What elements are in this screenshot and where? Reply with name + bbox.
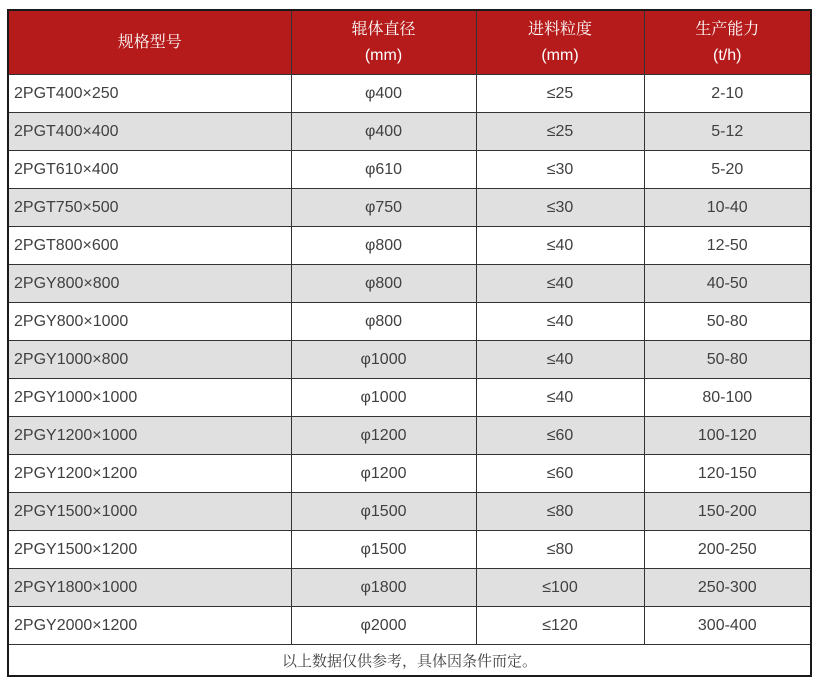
capacity-cell: 10-40 <box>644 189 811 227</box>
capacity-cell: 50-80 <box>644 341 811 379</box>
diameter-cell: φ2000 <box>291 607 476 645</box>
table-row <box>8 265 811 303</box>
capacity-cell: 80-100 <box>644 379 811 417</box>
model-cell: 2PGY1000×1000 <box>8 379 291 417</box>
model-cell: 2PGY800×800 <box>8 265 291 303</box>
table-header <box>8 10 811 75</box>
col-header-model <box>8 10 291 75</box>
capacity-cell: 12-50 <box>644 227 811 265</box>
capacity-cell: 120-150 <box>644 455 811 493</box>
table-row <box>8 531 811 569</box>
model-cell: 2PGY1500×1000 <box>8 493 291 531</box>
model-cell: 2PGY2000×1200 <box>8 607 291 645</box>
footer-row <box>8 645 811 677</box>
col-header-line: (t/h) <box>713 46 742 64</box>
feed-size-cell: ≤120 <box>476 607 644 645</box>
diameter-cell: φ750 <box>291 189 476 227</box>
table-row <box>8 493 811 531</box>
capacity-cell: 5-20 <box>644 151 811 189</box>
model-cell: 2PGT400×250 <box>8 75 291 113</box>
feed-size-cell: ≤40 <box>476 303 644 341</box>
table-row <box>8 379 811 417</box>
model-cell: 2PGY1200×1000 <box>8 417 291 455</box>
model-cell: 2PGY1800×1000 <box>8 569 291 607</box>
table-row <box>8 303 811 341</box>
col-header-line: 生产能力 <box>695 20 760 38</box>
model-cell: 2PGT400×400 <box>8 113 291 151</box>
capacity-cell: 40-50 <box>644 265 811 303</box>
table-body <box>8 75 811 645</box>
feed-size-cell: ≤25 <box>476 75 644 113</box>
table-row <box>8 455 811 493</box>
capacity-cell: 5-12 <box>644 113 811 151</box>
feed-size-cell: ≤60 <box>476 455 644 493</box>
diameter-cell: φ800 <box>291 303 476 341</box>
col-header-line: 规格型号 <box>117 33 182 51</box>
feed-size-cell: ≤30 <box>476 151 644 189</box>
feed-size-cell: ≤25 <box>476 113 644 151</box>
table-row <box>8 569 811 607</box>
table-row <box>8 113 811 151</box>
header-row <box>8 10 811 75</box>
table-row <box>8 227 811 265</box>
diameter-cell: φ1200 <box>291 455 476 493</box>
col-header-capacity <box>644 10 811 75</box>
col-header-line: 进料粒度 <box>527 20 592 38</box>
diameter-cell: φ1000 <box>291 341 476 379</box>
col-header-roller-diameter <box>291 10 476 75</box>
feed-size-cell: ≤60 <box>476 417 644 455</box>
diameter-cell: φ1200 <box>291 417 476 455</box>
capacity-cell: 300-400 <box>644 607 811 645</box>
capacity-cell: 200-250 <box>644 531 811 569</box>
model-cell: 2PGY800×1000 <box>8 303 291 341</box>
diameter-cell: φ1800 <box>291 569 476 607</box>
capacity-cell: 250-300 <box>644 569 811 607</box>
model-cell: 2PGT750×500 <box>8 189 291 227</box>
table-row <box>8 189 811 227</box>
feed-size-cell: ≤30 <box>476 189 644 227</box>
diameter-cell: φ1500 <box>291 493 476 531</box>
diameter-cell: φ400 <box>291 75 476 113</box>
specs-table <box>7 9 812 677</box>
feed-size-cell: ≤40 <box>476 227 644 265</box>
diameter-cell: φ800 <box>291 265 476 303</box>
capacity-cell: 50-80 <box>644 303 811 341</box>
feed-size-cell: ≤80 <box>476 493 644 531</box>
col-header-line: (mm) <box>541 46 579 64</box>
table-row <box>8 341 811 379</box>
feed-size-cell: ≤100 <box>476 569 644 607</box>
diameter-cell: φ800 <box>291 227 476 265</box>
col-header-feed-size <box>476 10 644 75</box>
table-row <box>8 75 811 113</box>
capacity-cell: 2-10 <box>644 75 811 113</box>
table-footer <box>8 645 811 677</box>
model-cell: 2PGT610×400 <box>8 151 291 189</box>
feed-size-cell: ≤40 <box>476 379 644 417</box>
model-cell: 2PGY1200×1200 <box>8 455 291 493</box>
model-cell: 2PGY1500×1200 <box>8 531 291 569</box>
capacity-cell: 100-120 <box>644 417 811 455</box>
feed-size-cell: ≤80 <box>476 531 644 569</box>
capacity-cell: 150-200 <box>644 493 811 531</box>
diameter-cell: φ610 <box>291 151 476 189</box>
model-cell: 2PGT800×600 <box>8 227 291 265</box>
diameter-cell: φ1000 <box>291 379 476 417</box>
table-row <box>8 417 811 455</box>
feed-size-cell: ≤40 <box>476 265 644 303</box>
col-header-line: 辊体直径 <box>351 20 416 38</box>
feed-size-cell: ≤40 <box>476 341 644 379</box>
table-row <box>8 151 811 189</box>
model-cell: 2PGY1000×800 <box>8 341 291 379</box>
table-row <box>8 607 811 645</box>
diameter-cell: φ1500 <box>291 531 476 569</box>
col-header-line: (mm) <box>364 46 403 64</box>
table-footnote: 以上数据仅供参考，具体因条件而定。 <box>8 645 811 677</box>
page <box>0 9 816 698</box>
diameter-cell: φ400 <box>291 113 476 151</box>
